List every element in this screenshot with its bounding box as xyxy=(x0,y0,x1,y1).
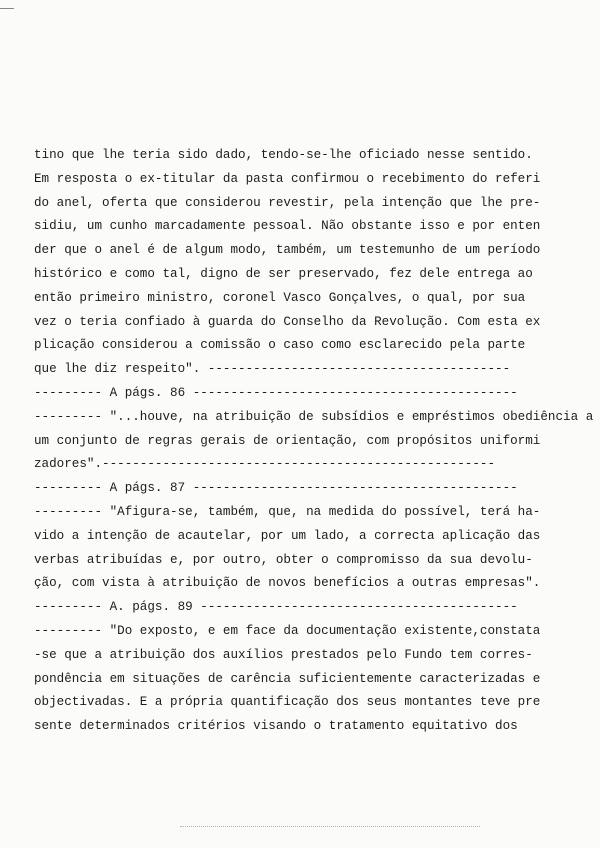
text-line: sidiu, um cunho marcadamente pessoal. Não obstante isso e por enten xyxy=(34,219,541,234)
text-line: der que o anel é de algum modo, também, um testemunho de um período xyxy=(34,243,541,258)
text-line: do anel, oferta que considerou revestir, pela intenção que lhe pre- xyxy=(34,195,541,210)
page-reference-line: --------- A. págs. 89 ------------------------------------------ xyxy=(34,600,518,615)
bottom-dotted-rule xyxy=(180,826,480,827)
typed-page xyxy=(34,144,594,739)
text-line: sente determinados critérios visando o tratamento equitativo dos xyxy=(34,719,518,734)
text-line: então primeiro ministro, coronel Vasco Gonçalves, o qual, por sua xyxy=(34,290,526,305)
quote-line: --------- "Afigura-se, também, que, na medida do possível, terá ha- xyxy=(34,504,541,519)
text-line: vido a intenção de acautelar, por um lado, a correcta aplicação das xyxy=(34,528,541,543)
text-line: que lhe diz respeito". ---------------------------------------- xyxy=(34,362,511,377)
corner-mark xyxy=(0,8,14,9)
text-line: vez o teria confiado à guarda do Conselho da Revolução. Com esta ex xyxy=(34,314,541,329)
page-reference-line: --------- A págs. 86 ------------------------------------------- xyxy=(34,385,518,400)
text-line: plicação considerou a comissão o caso como esclarecido pela parte xyxy=(34,338,526,353)
quote-line: --------- "Do exposto, e em face da documentação existente,constata xyxy=(34,623,541,638)
text-line: histórico e como tal, digno de ser preservado, fez dele entrega ao xyxy=(34,266,533,281)
text-line: verbas atribuídas e, por outro, obter o compromisso da sua devolu- xyxy=(34,552,533,567)
text-line: ção, com vista à atribuição de novos benefícios a outras empresas". xyxy=(34,576,541,591)
text-line: pondência em situações de carência suficientemente caracterizadas e xyxy=(34,671,541,686)
quote-line: --------- "...houve, na atribuição de subsídios e empréstimos obediência a xyxy=(34,409,594,424)
text-line: Em resposta o ex-titular da pasta confirmou o recebimento do referi xyxy=(34,171,541,186)
text-line: objectivadas. E a própria quantificação dos seus montantes teve pre xyxy=(34,695,541,710)
text-line: zadores".---------------------------------------------------- xyxy=(34,457,496,472)
text-line: um conjunto de regras gerais de orientação, com propósitos uniformi xyxy=(34,433,541,448)
page-reference-line: --------- A págs. 87 ------------------------------------------- xyxy=(34,481,518,496)
text-line: tino que lhe teria sido dado, tendo-se-lhe oficiado nesse sentido. xyxy=(34,148,533,162)
text-line: -se que a atribuição dos auxílios prestados pelo Fundo tem corres- xyxy=(34,647,533,662)
